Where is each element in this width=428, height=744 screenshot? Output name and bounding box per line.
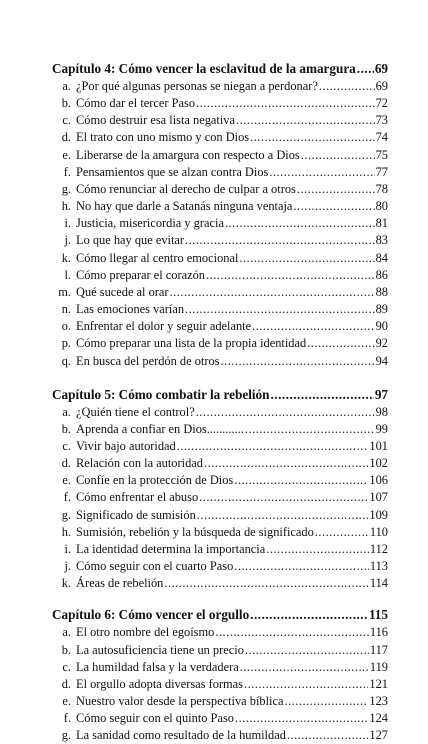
dot-leader	[252, 318, 374, 335]
dot-leader	[250, 129, 375, 146]
dot-leader	[239, 250, 374, 267]
toc-entry	[52, 164, 388, 181]
entry-letter: n.	[61, 302, 71, 317]
dot-leader	[177, 438, 369, 455]
entry-letter: b.	[61, 421, 71, 436]
entry-page-number: 117	[369, 642, 388, 657]
chapter-title: Capítulo 5: Cómo combatir la rebelión	[52, 386, 270, 402]
toc-entry	[52, 558, 388, 575]
section-spacer	[52, 592, 388, 606]
dot-leader	[164, 575, 368, 592]
entry-letter: k.	[61, 576, 71, 591]
toc-entry	[52, 112, 388, 129]
entry-letter: b.	[61, 642, 71, 657]
entry-page-number: 81	[375, 216, 388, 231]
entry-page-number: 121	[369, 676, 388, 691]
dot-leader	[270, 386, 373, 404]
entry-page-number: 90	[375, 319, 388, 334]
chapter-page-number: 115	[368, 607, 388, 623]
entry-letter: o.	[61, 319, 71, 334]
entry-page-number: 88	[375, 284, 388, 299]
entry-letter: e.	[62, 694, 71, 708]
entry-letter: b.	[61, 96, 71, 111]
chapter-title: Capítulo 4: Cómo vencer la esclavitud de la amargura	[52, 61, 356, 76]
entry-title: ¿Por qué algunas personas se niegan a perdonar?	[76, 79, 318, 93]
dot-leader	[185, 232, 375, 249]
entry-letter: a.	[62, 404, 71, 419]
table-of-contents	[52, 60, 388, 744]
entry-letter: h.	[61, 199, 71, 214]
entry-title: El trato con uno mismo y con Dios	[76, 130, 250, 145]
dot-leader	[236, 112, 375, 129]
chapter-page-number: 69	[374, 61, 388, 76]
entry-title: Cómo destruir esa lista negativa	[76, 113, 235, 128]
dot-leader	[293, 198, 374, 215]
chapter-section	[52, 606, 388, 744]
entry-page-number: 110	[369, 524, 388, 539]
entry-title: En busca del perdón de otros	[76, 353, 220, 368]
toc-entry	[52, 198, 388, 215]
entry-title: Significado de sumisión	[76, 507, 196, 522]
entry-page-number: 119	[369, 659, 388, 674]
toc-entry	[52, 267, 388, 284]
entry-page-number: 73	[375, 113, 388, 128]
toc-entry	[52, 710, 388, 727]
entry-page-number: 107	[369, 490, 388, 505]
entry-page-number: 86	[375, 267, 388, 282]
chapter-title: Capítulo 6: Cómo vencer el orgullo	[52, 607, 250, 623]
dot-leader	[250, 606, 368, 624]
dot-leader	[244, 676, 368, 693]
toc-entry	[52, 642, 388, 659]
entry-title: Nuestro valor desde la perspectiva bíblica	[76, 694, 284, 708]
entry-letter: g.	[61, 728, 71, 743]
dot-leader	[225, 215, 375, 232]
chapter-section	[52, 386, 388, 593]
entry-page-number: 102	[369, 456, 388, 471]
entry-letter: d.	[61, 130, 71, 145]
entry-letter: p.	[61, 336, 71, 351]
entry-title: Lo que hay que evitar	[76, 233, 185, 248]
toc-entry	[52, 624, 388, 641]
entry-letter: d.	[61, 676, 71, 691]
entry-title: Áreas de rebelión	[76, 576, 164, 591]
entry-letter: q.	[61, 353, 71, 368]
chapter-page-number: 97	[374, 386, 388, 402]
entry-title: Vivir bajo autoridad	[76, 438, 176, 453]
entry-letter: m.	[58, 284, 71, 299]
toc-entry	[52, 659, 388, 676]
toc-entry	[52, 455, 388, 472]
entry-letter: f.	[63, 164, 71, 179]
dot-leader	[297, 181, 375, 198]
entry-page-number: 106	[369, 473, 388, 488]
dot-leader	[266, 541, 369, 558]
entry-title: No hay que darle a Satanás ninguna ventaja	[76, 199, 293, 214]
toc-entry	[52, 232, 388, 249]
entry-title: La humildad falsa y la verdadera	[76, 659, 239, 674]
entry-letter: f.	[63, 711, 71, 726]
toc-entry	[52, 250, 388, 267]
entry-letter: j.	[64, 233, 71, 248]
chapter-heading	[52, 60, 388, 78]
entry-title: El otro nombre del egoísmo	[76, 625, 215, 640]
dot-leader	[307, 335, 374, 352]
entry-letter: e.	[62, 147, 71, 162]
entry-title: Enfrentar el dolor y seguir adelante	[76, 319, 252, 334]
entry-letter: c.	[62, 438, 71, 453]
entry-page-number: 74	[375, 130, 388, 145]
dot-leader	[301, 147, 375, 164]
toc-entry	[52, 404, 388, 421]
entry-title: Confíe en la protección de Dios	[76, 473, 234, 488]
entry-letter: c.	[62, 659, 71, 674]
dot-leader	[206, 267, 375, 284]
entry-page-number: 116	[369, 625, 388, 640]
entry-page-number: 123	[369, 694, 388, 708]
toc-entry	[52, 301, 388, 318]
entry-title: Cómo seguir con el cuarto Paso	[76, 559, 234, 574]
entry-title: ¿Quién tiene el control?	[76, 404, 195, 419]
entry-title: Cómo llegar al centro emocional	[76, 250, 239, 265]
entry-page-number: 113	[369, 559, 388, 574]
entry-title: Sumisión, rebelión y la búsqueda de significado	[76, 524, 314, 539]
dot-leader	[269, 164, 374, 181]
toc-entry	[52, 318, 388, 335]
entry-page-number: 101	[369, 438, 388, 453]
entry-title: Cómo preparar una lista de la propia identidad	[76, 336, 307, 351]
entry-letter: k.	[61, 250, 71, 265]
entry-title: Cómo dar el tercer Paso	[76, 96, 196, 111]
toc-entry	[52, 541, 388, 558]
dot-leader	[234, 558, 369, 575]
entry-title: Relación con la autoridad	[76, 456, 203, 471]
entry-page-number: 99	[375, 421, 388, 436]
chapter-heading	[52, 386, 388, 404]
dot-leader	[196, 95, 375, 112]
toc-entry	[52, 335, 388, 352]
entry-title: La sanidad como resultado de la humildad	[76, 728, 286, 743]
entry-title: Cómo seguir con el quinto Paso	[76, 711, 234, 726]
section-spacer	[52, 370, 388, 386]
entry-letter: a.	[62, 625, 71, 640]
toc-entry	[52, 507, 388, 524]
dot-leader	[245, 421, 375, 438]
entry-title: Qué sucede al orar	[76, 284, 169, 299]
dot-leader	[319, 78, 375, 95]
entry-letter: d.	[61, 456, 71, 471]
toc-entry	[52, 181, 388, 198]
dot-leader	[357, 60, 374, 78]
toc-entry	[52, 524, 388, 541]
entry-page-number: 80	[375, 199, 388, 214]
dot-leader	[215, 624, 369, 641]
entry-page-number: 69	[375, 79, 388, 93]
entry-page-number: 84	[375, 250, 388, 265]
toc-entry	[52, 129, 388, 146]
entry-page-number: 124	[369, 711, 388, 726]
dot-leader	[221, 353, 375, 370]
entry-title: Aprenda a confiar en Dios............	[76, 421, 244, 436]
entry-letter: a.	[62, 79, 71, 93]
dot-leader	[287, 727, 369, 744]
toc-entry	[52, 95, 388, 112]
entry-title: Cómo enfrentar el abuso	[76, 490, 199, 505]
entry-title: La autosuficiencia tiene un precio	[76, 642, 244, 657]
toc-entry	[52, 727, 388, 744]
dot-leader	[196, 404, 375, 421]
entry-page-number: 89	[375, 302, 388, 317]
toc-entry	[52, 489, 388, 506]
entry-title: Cómo renunciar al derecho de culpar a otros	[76, 181, 296, 196]
entry-title: La identidad determina la importancia	[76, 541, 266, 556]
entry-letter: l.	[64, 267, 71, 282]
entry-page-number: 72	[375, 96, 388, 111]
toc-entry	[52, 284, 388, 301]
entry-page-number: 94	[375, 353, 388, 368]
dot-leader	[240, 659, 369, 676]
dot-leader	[234, 472, 368, 489]
entry-page-number: 109	[369, 507, 388, 522]
entry-page-number: 77	[375, 164, 388, 179]
toc-entry	[52, 78, 388, 95]
toc-entry	[52, 147, 388, 164]
entry-page-number: 112	[369, 541, 388, 556]
dot-leader	[284, 693, 368, 710]
entry-page-number: 127	[369, 728, 388, 743]
entry-page-number: 92	[375, 336, 388, 351]
chapter-heading	[52, 606, 388, 624]
entry-letter: i.	[64, 216, 71, 231]
dot-leader	[315, 524, 369, 541]
toc-entry	[52, 353, 388, 370]
dot-leader	[197, 507, 369, 524]
toc-entry	[52, 676, 388, 693]
dot-leader	[185, 301, 375, 318]
entry-title: Justicia, misericordia y gracia	[76, 216, 224, 231]
entry-page-number: 78	[375, 181, 388, 196]
toc-entry	[52, 438, 388, 455]
entry-letter: e.	[62, 473, 71, 488]
entry-title: Las emociones varían	[76, 302, 185, 317]
entry-letter: c.	[62, 113, 71, 128]
entry-letter: h.	[61, 524, 71, 539]
entry-page-number: 98	[375, 404, 388, 419]
chapter-section	[52, 60, 388, 370]
entry-page-number: 114	[369, 576, 388, 591]
dot-leader	[235, 710, 368, 727]
entry-page-number: 83	[375, 233, 388, 248]
entry-letter: f.	[63, 490, 71, 505]
entry-title: El orgullo adopta diversas formas	[76, 676, 244, 691]
toc-entry	[52, 575, 388, 592]
dot-leader	[199, 489, 368, 506]
entry-letter: i.	[64, 541, 71, 556]
dot-leader	[204, 455, 368, 472]
toc-entry	[52, 693, 388, 710]
entry-letter: j.	[64, 559, 71, 574]
entry-page-number: 75	[375, 147, 388, 162]
toc-entry	[52, 421, 388, 438]
entry-letter: g.	[61, 507, 71, 522]
entry-title: Liberarse de la amargura con respecto a Dios	[76, 147, 300, 162]
entry-title: Cómo preparar el corazón	[76, 267, 206, 282]
entry-title: Pensamientos que se alzan contra Dios	[76, 164, 269, 179]
toc-entry	[52, 215, 388, 232]
toc-entry	[52, 472, 388, 489]
dot-leader	[245, 642, 369, 659]
dot-leader	[170, 284, 375, 301]
entry-letter: g.	[61, 181, 71, 196]
